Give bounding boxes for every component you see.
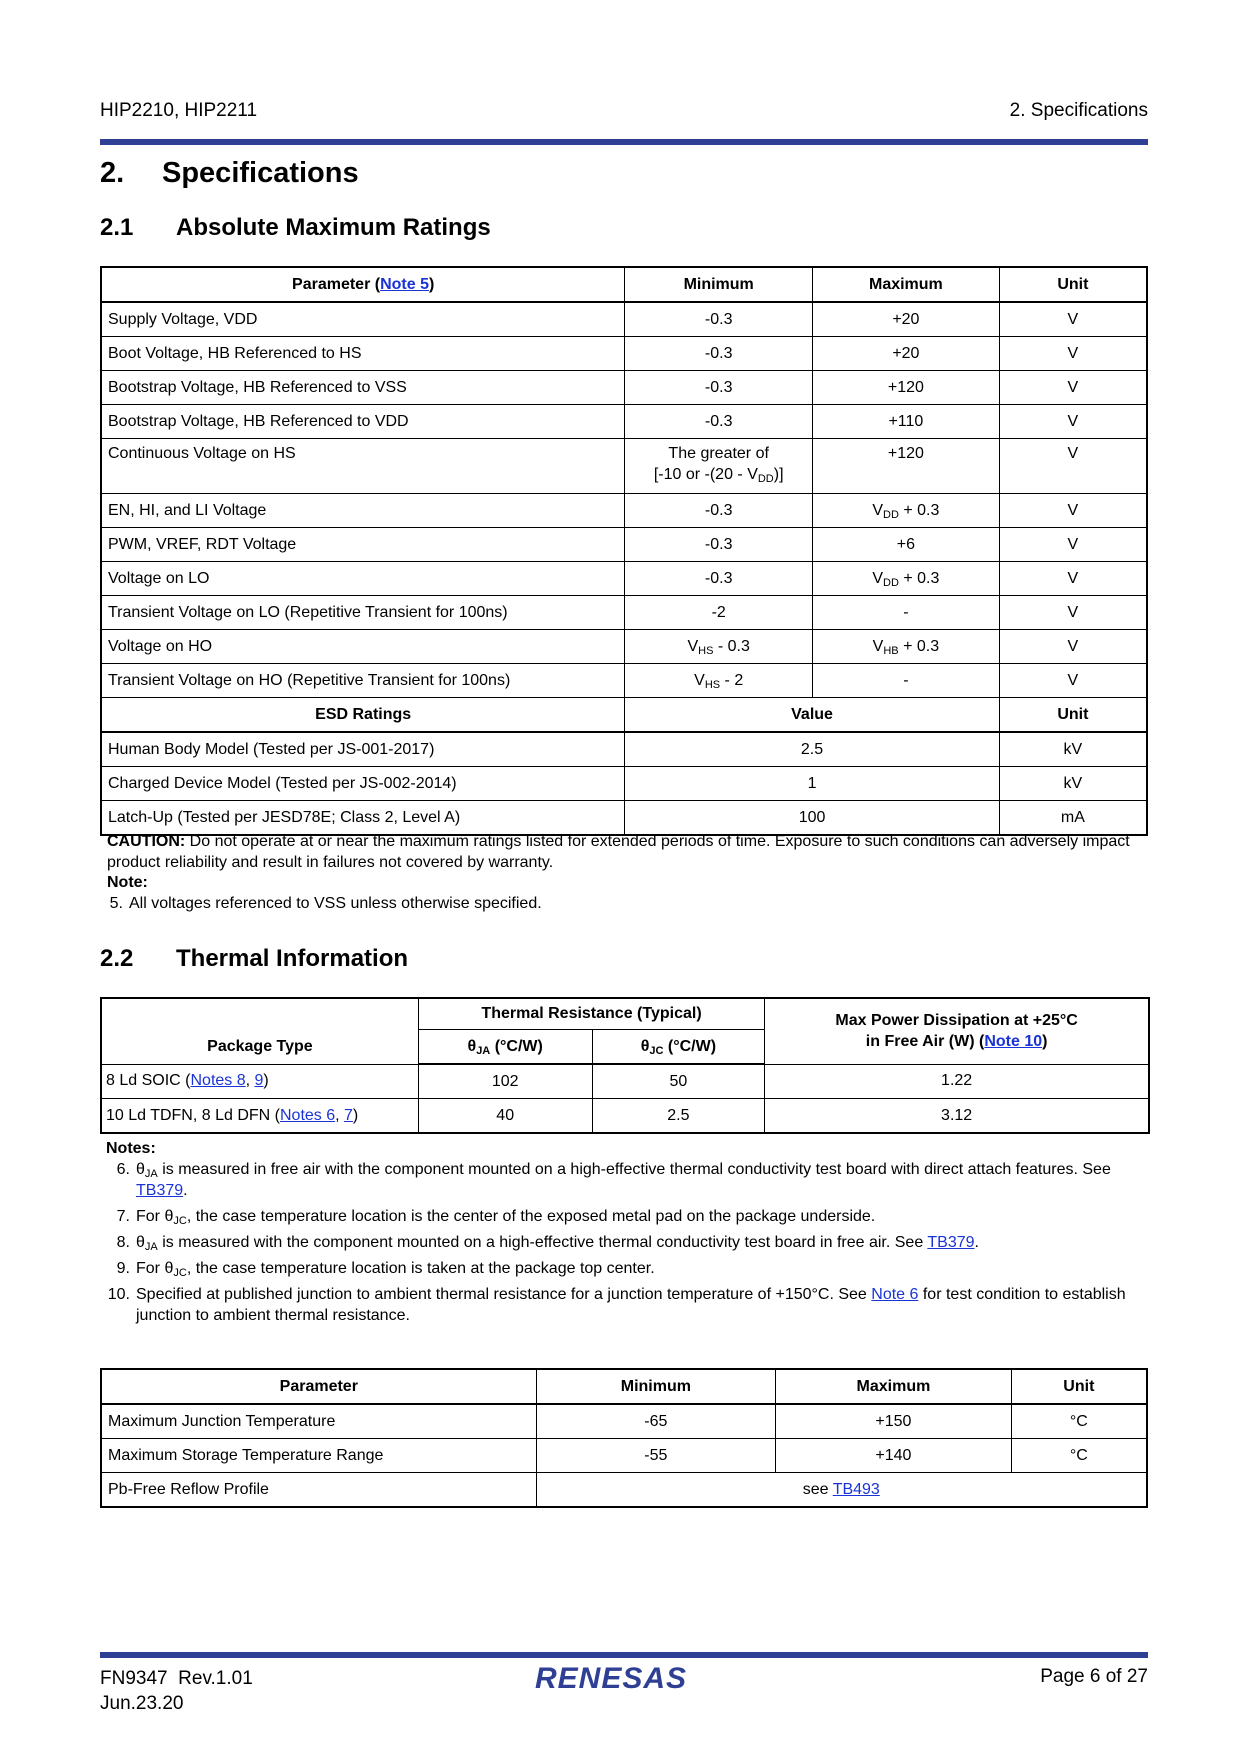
note-list <box>107 893 1147 914</box>
absolute-max-ratings-table <box>100 266 1148 836</box>
table-row: Voltage on LO -0.3 $V_{DD} + 0.3$ V <box>101 562 1147 596</box>
note-10-link[interactable]: Note 10 <box>984 1033 1043 1051</box>
running-header-title: HIP2210, HIP2211 <box>100 100 258 121</box>
temperature-table: Parameter Minimum Maximum Unit Maximum Junction Temperature -65 +150 °C Maximum Storage Temperature Range -55 +140 °C Pb-Free Reflow Profile see TB493 <box>100 1368 1148 1508</box>
col-unit: Unit <box>999 267 1147 302</box>
notes-6-link[interactable]: Notes 6 <box>279 1106 336 1124</box>
col-maximum: Maximum <box>813 267 1000 302</box>
esd-row: Human Body Model (Tested per JS-001-2017) 2.5 kV <box>101 732 1147 767</box>
section-heading-2-1: 2.1 Absolute Maximum Ratings <box>100 214 491 241</box>
col-theta-ja: $\theta_{JA}$ (°C/W) <box>418 1030 592 1065</box>
esd-header-row: ESD Ratings Value Unit <box>101 698 1147 733</box>
col-parameter: Parameter (Note 5) <box>101 267 625 302</box>
table-header-row <box>101 267 1147 302</box>
table-row: Maximum Junction Temperature -65 +150 °C <box>101 1404 1147 1439</box>
thermal-notes-list <box>102 1159 1142 1326</box>
thermal-notes-label: Notes: <box>106 1140 156 1157</box>
table-row: Continuous Voltage on HS The greater of [-10 or $-(20 - V_{DD})$] +120 V <box>101 439 1147 494</box>
table-row: Supply Voltage, VDD -0.3 +20 V <box>101 302 1147 337</box>
table-row: Maximum Storage Temperature Range -55 +140 °C <box>101 1439 1147 1473</box>
table-row: 10 Ld TDFN, 8 Ld DFN (Notes 6, 7) 40 2.5 3.12 <box>101 1099 1149 1134</box>
note-6-link[interactable]: Note 6 <box>871 1286 919 1303</box>
table-row: EN, HI, and LI Voltage -0.3 $V_{DD} + 0.3$ V <box>101 494 1147 528</box>
page-title: 2. Specifications <box>100 157 359 189</box>
table-row: Boot Voltage, HB Referenced to HS -0.3 +20 V <box>101 337 1147 371</box>
table-row: Bootstrap Voltage, HB Referenced to VSS -0.3 +120 V <box>101 371 1147 405</box>
col-minimum: Minimum <box>625 267 813 302</box>
note-item: 10. Specified at published junction to ambient thermal resistance for a junction temperature of +150°C. See Note 6 for test condition to establish junction to ambient thermal resistance. <box>107 1286 1126 1324</box>
note-item: 9. For $\theta_{JC}$, the case temperature location is taken at the package top center. <box>116 1260 655 1279</box>
page-number: Page 6 of 27 <box>1040 1666 1148 1687</box>
col-theta-jc: $\theta_{JC}$ (°C/W) <box>592 1030 765 1065</box>
note-item: 5. All voltages referenced to VSS unless otherwise specified. <box>109 895 542 912</box>
note-label: Note: <box>107 874 148 891</box>
table-row: 8 Ld SOIC (Notes 8, 9) 102 50 1.22 <box>101 1064 1149 1099</box>
thermal-info-table: Package Type Thermal Resistance (Typical) Max Power Dissipation at +25°C in Free Air (W) (Note 10) $\theta_{JA}$ (°C/W) $\theta_{JC}$ (°C/W) 8 Ld SOIC (Notes 8, 9) 102 50 1.22 10 Ld TDFN, 8 Ld DFN (Notes 6, 7) 40 2.5 3.12 <box>100 997 1150 1134</box>
table-row: Voltage on HO $V_{HS} - 0.3$ $V_{HB} + 0.3$ V <box>101 630 1147 664</box>
running-header-section: 2. Specifications <box>1009 100 1148 121</box>
note-7-link[interactable]: 7 <box>344 1106 353 1124</box>
table-row: Transient Voltage on HO (Repetitive Transient for 100ns) $V_{HS} - 2$ - V <box>101 664 1147 698</box>
table-row: Bootstrap Voltage, HB Referenced to VDD -0.3 +110 V <box>101 405 1147 439</box>
renesas-logo: RENESAS <box>535 1662 688 1695</box>
esd-row: Charged Device Model (Tested per JS-002-2014) 1 kV <box>101 767 1147 801</box>
footer-doc-info: FN9347 Rev.1.01 Jun.23.20 <box>100 1668 253 1714</box>
note-9-link[interactable]: 9 <box>254 1072 264 1090</box>
table-row: Pb-Free Reflow Profile see TB493 <box>101 1473 1147 1508</box>
notes-8-link[interactable]: Notes 8 <box>190 1072 246 1090</box>
esd-row: Latch-Up (Tested per JESD78E; Class 2, Level A) 100 mA <box>101 801 1147 836</box>
note-item: 6. $\theta_{JA}$ is measured in free air with the component mounted on a high-effective thermal conductivity test board with direct attach features. See TB379. <box>116 1161 1111 1199</box>
footer-rule <box>100 1652 1148 1658</box>
caution-text: CAUTION: Do not operate at or near the maximum ratings listed for extended periods of time. Exposure to such conditions can adversely impact product reliability and result in failures not covered by warranty. <box>107 833 1130 871</box>
tb493-link[interactable]: TB493 <box>832 1480 880 1498</box>
note-5-link[interactable]: Note 5 <box>380 275 429 293</box>
section-heading-2-2: 2.2 Thermal Information <box>100 945 409 972</box>
header-rule <box>100 139 1148 145</box>
note-item: 7. For $\theta_{JC}$, the case temperature location is the center of the exposed metal pad on the package underside. <box>116 1208 876 1227</box>
tb379-link[interactable]: TB379 <box>136 1182 184 1199</box>
table-row: PWM, VREF, RDT Voltage -0.3 +6 V <box>101 528 1147 562</box>
note-item: 8. $\theta_{JA}$ is measured with the component mounted on a high-effective thermal conductivity test board in free air. See TB379. <box>116 1234 979 1253</box>
table-row: Transient Voltage on LO (Repetitive Transient for 100ns) -2 - V <box>101 596 1147 630</box>
tb379-link[interactable]: TB379 <box>927 1234 975 1251</box>
